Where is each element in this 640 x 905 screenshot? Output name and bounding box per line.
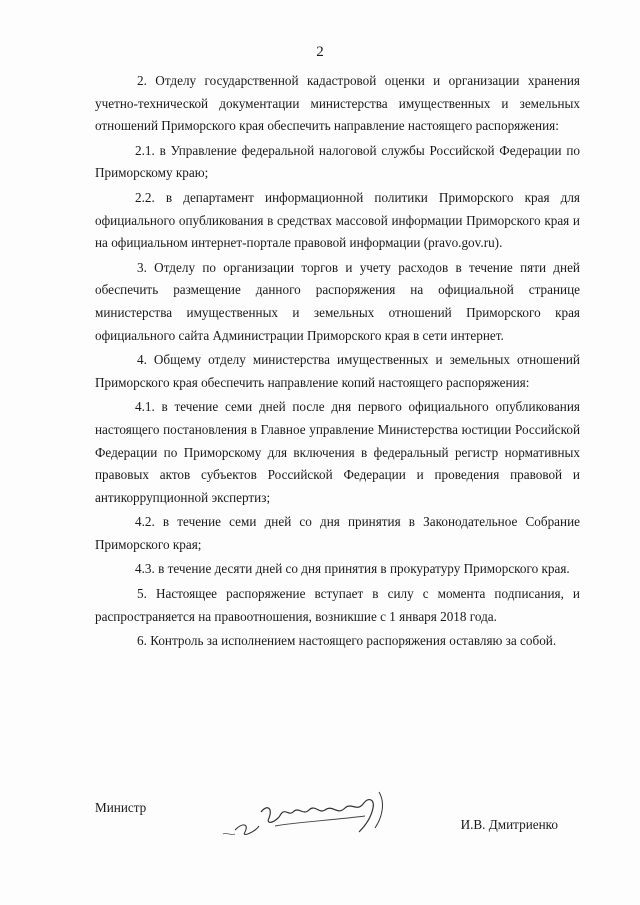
- paragraph-5: 5. Настоящее распоряжение вступает в силу с момента подписания, и распространяется на правоотношения, возникшие с 1 января 2018 года.: [95, 586, 580, 624]
- signature-block: [95, 800, 580, 860]
- document-body: [95, 70, 580, 655]
- page-number: 2: [316, 44, 324, 60]
- paragraph-6: 6. Контроль за исполнением настоящего распоряжения оставляю за собой.: [137, 633, 557, 649]
- signatory-name: И.В. Дмитриенко: [460, 817, 558, 832]
- paragraph-4-2: 4.2. в течение семи дней со дня принятия в Законодательное Собрание Приморского края;: [95, 514, 580, 552]
- paragraph-2: 2. Отделу государственной кадастровой оценки и организации хранения учетно-технической документации министерства имущественных и земельных отношений Приморского края обеспечить направление настоящего распоряжения:: [95, 73, 580, 134]
- paragraph-2-2: 2.2. в департамент информационной политики Приморского края для официального опубликования в средствах массовой информации Приморского края и на официальном интернет-портале правовой информации (pravo.gov.ru).: [95, 189, 580, 251]
- signatory-title: Министр: [95, 800, 147, 815]
- paragraph-3: 3. Отделу по организации торгов и учету расходов в течение пяти дней обеспечить размещение данного распоряжения на официальной странице министерства имущественных и земельных отношений Приморского края официального сайта Администрации Приморского края в сети интернет.: [95, 259, 580, 343]
- paragraph-4: 4. Общему отделу министерства имущественных и земельных отношений Приморского края обеспечить направление копий настоящего распоряжения:: [95, 352, 580, 390]
- paragraph-4-3: 4.3. в течение десяти дней со дня принятия в прокуратуру Приморского края.: [135, 561, 570, 577]
- handwritten-signature: [215, 782, 415, 846]
- paragraph-4-1: 4.1. в течение семи дней после дня первого официального опубликования настоящего постановления в Главное управление Министерства юстиции Российской Федерации по Приморскому для включения в федеральный регистр нормативных правовых актов субъектов Российской Федерации и проведения правовой и антикоррупционной экспертиз;: [95, 399, 580, 505]
- paragraph-2-1: 2.1. в Управление федеральной налоговой службы Российской Федерации по Приморскому краю;: [95, 142, 580, 181]
